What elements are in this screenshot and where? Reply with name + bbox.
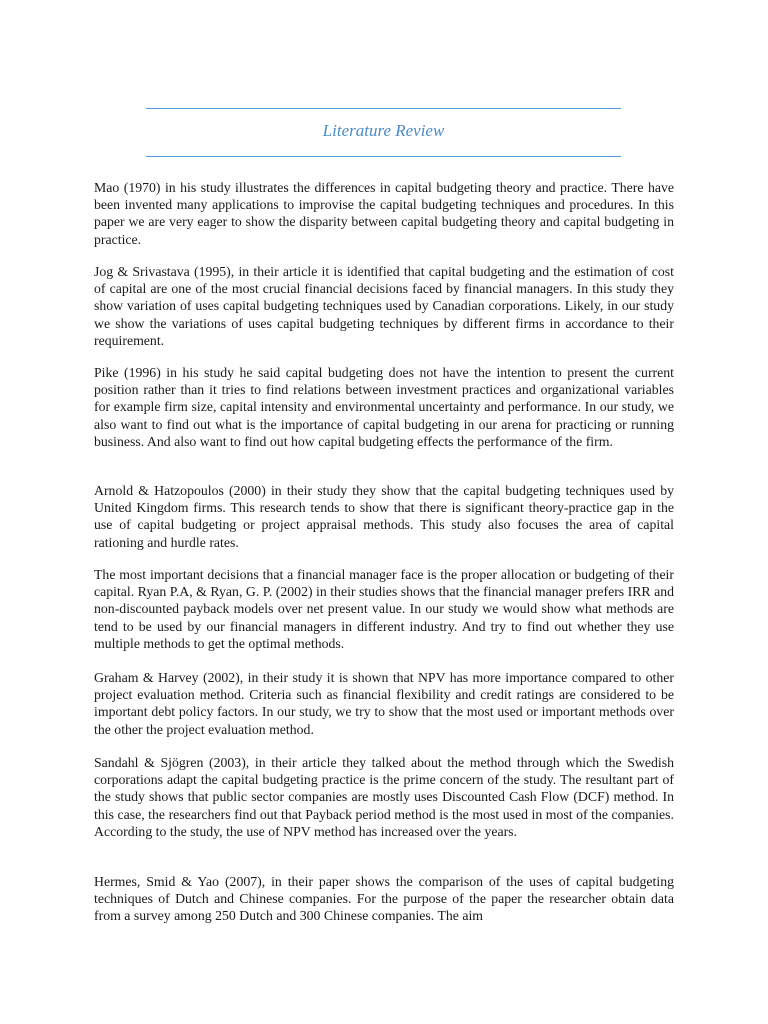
heading-top-rule	[146, 108, 621, 109]
paragraph-mao: Mao (1970) in his study illustrates the differences in capital budgeting theory and practice. There have been invented many applications to improvise the capital budgeting techniques and procedures. In this paper we are very eager to show the disparity between capital budgeting theory and capital budgeting in practice.	[94, 180, 674, 247]
section-heading: Literature Review	[322, 121, 445, 140]
paragraph-sandahl-sjogren: Sandahl & Sjögren (2003), in their article they talked about the method through which the Swedish corporations adapt the capital budgeting practice is the prime concern of the study. The resultant part of the study shows that public sector companies are mostly uses Discounted Cash Flow (DCF) method. In this case, the researchers find out that Payback period method is the most used in most of the companies. According to the study, the use of NPV method has increased over the years.	[94, 755, 674, 839]
paragraph-arnold-hatzopoulos: Arnold & Hatzopoulos (2000) in their study they show that the capital budgeting techniques used by United Kingdom firms. This research tends to show that there is significant theory-practice gap in the use of capital budgeting or project appraisal methods. This study also focuses the area of capital rationing and hurdle rates.	[94, 483, 674, 550]
paragraph-hermes-smid-yao: Hermes, Smid & Yao (2007), in their paper shows the comparison of the uses of capital budgeting techniques of Dutch and Chinese companies. For the purpose of the paper the researcher obtain data from a survey among 250 Dutch and 300 Chinese companies. The aim	[94, 874, 674, 924]
paragraph-jog-srivastava: Jog & Srivastava (1995), in their article it is identified that capital budgeting and the estimation of cost of capital are one of the most crucial financial decisions faced by financial managers. In this study they show variation of uses capital budgeting techniques used by Canadian corporations. Likely, in our study we show the variations of uses capital budgeting techniques by different firms in accordance to their requirement.	[94, 264, 674, 348]
paragraph-graham-harvey: Graham & Harvey (2002), in their study it is shown that NPV has more importance compared to other project evaluation method. Criteria such as financial flexibility and credit ratings are considered to be important debt policy factors. In our study, we try to show that the most used or important methods over the other the project evaluation method.	[94, 670, 674, 737]
paragraph-pike: Pike (1996) in his study he said capital budgeting does not have the intention to present the current position rather than it tries to find relations between investment practices and organizational variables for example firm size, capital intensity and environmental uncertainty and performance. In our study, we also want to find out what is the importance of capital budgeting in our arena for practicing or running business. And also want to find out how capital budgeting effects the performance of the firm.	[94, 365, 674, 449]
heading-bottom-rule	[146, 156, 621, 157]
paragraph-ryan: The most important decisions that a financial manager face is the proper allocation or budgeting of their capital. Ryan P.A, & Ryan, G. P. (2002) in their studies shows that the financial manager prefers IRR and non-discounted payback models over net present value. In our study we would show what methods are tend to be used by our financial managers in different industry. And try to find out whether they use multiple methods to get the optimal methods.	[94, 567, 674, 651]
